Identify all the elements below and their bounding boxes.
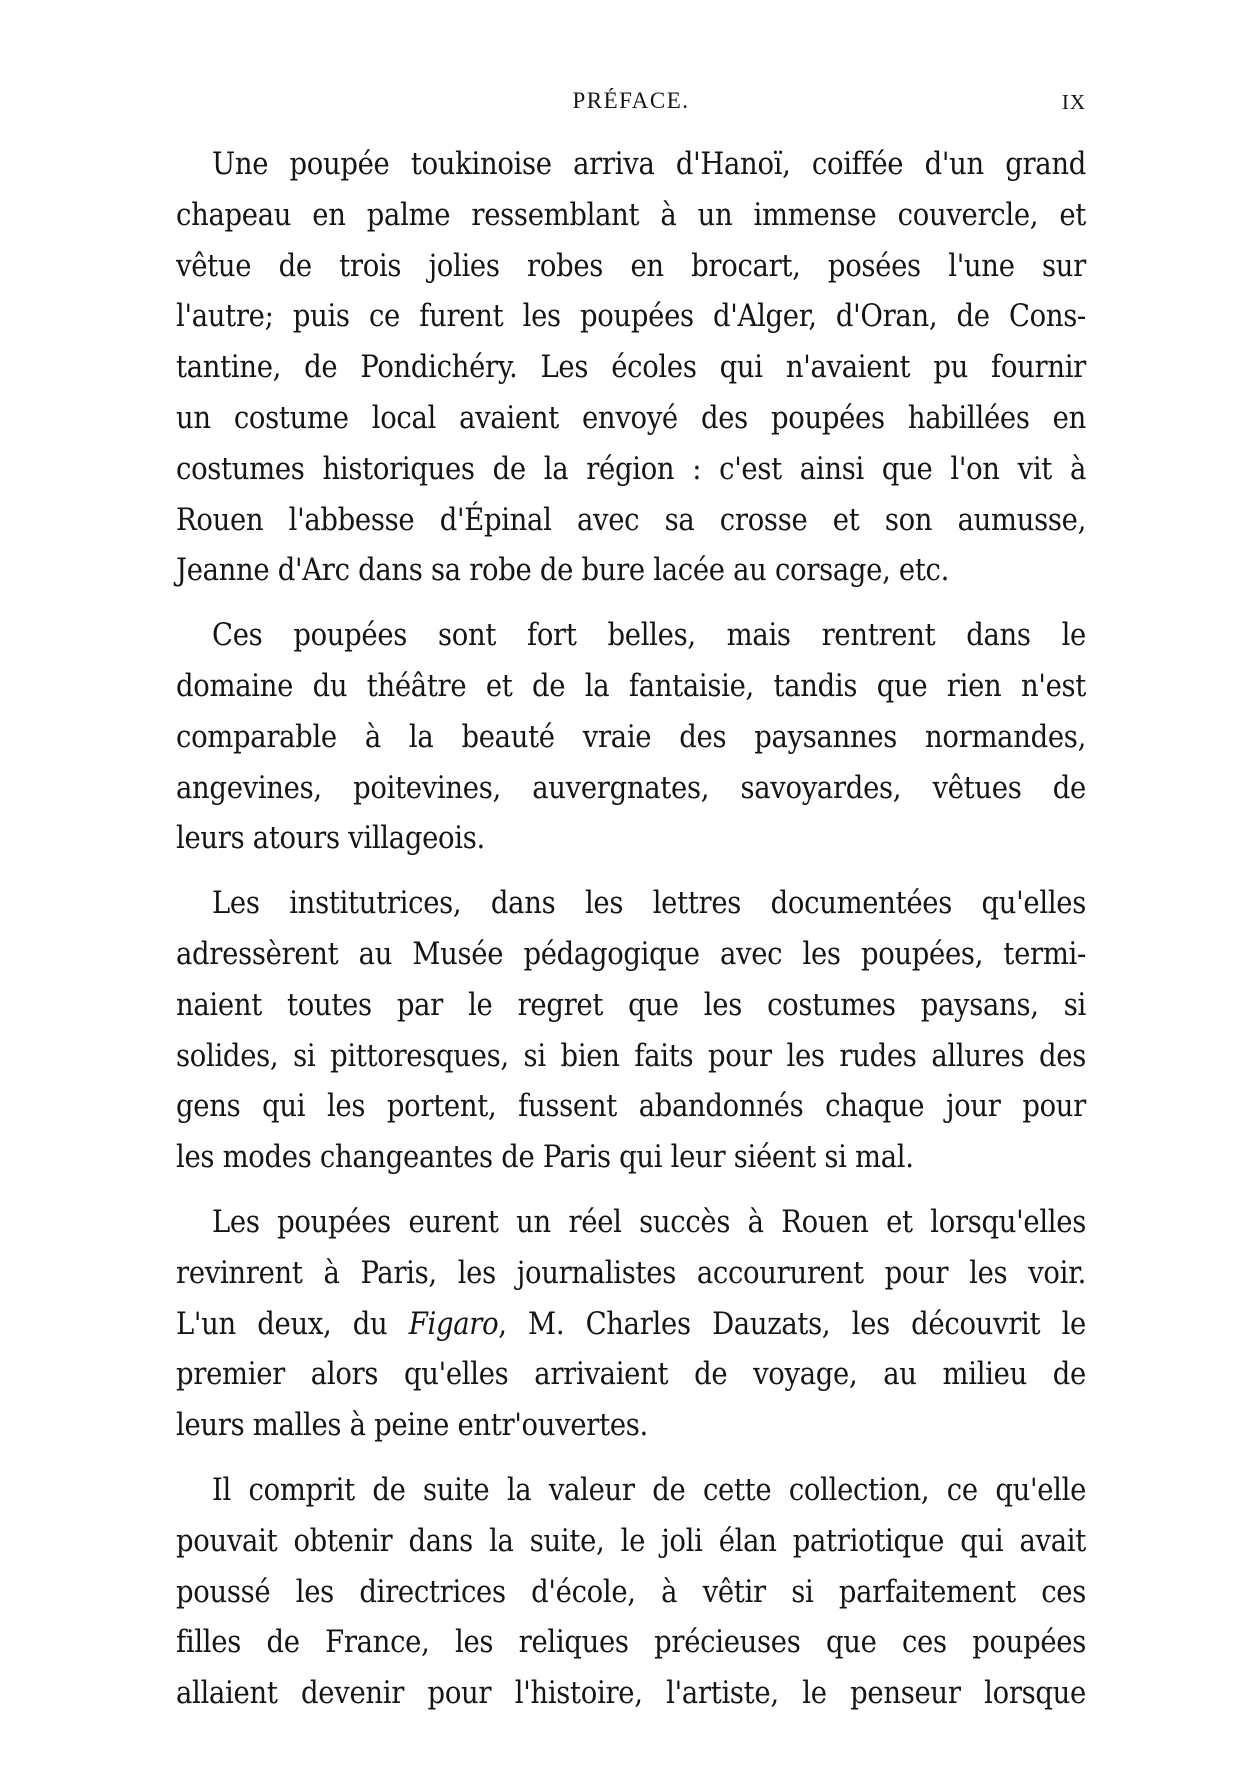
text-line: Il comprit de suite la valeur de cette collection, ce qu'elle: [212, 1472, 1086, 1508]
newspaper-title: Figaro: [408, 1306, 499, 1342]
text-line: tantine, de Pondichéry. Les écoles qui n'avaient pu fournir: [176, 350, 1086, 386]
text-line: l'autre; puis ce furent les poupées d'Alger, d'Oran, de Cons-: [176, 299, 1086, 335]
text-line: Une poupée toukinoise arriva d'Hanoï, coiffée d'un grand: [212, 147, 1086, 182]
paragraph-collection-value: [176, 1466, 1086, 1720]
text-line: premier alors qu'elles arrivaient de voyage, au milieu de: [176, 1357, 1086, 1393]
text-segment: , M. Charles Dauzats, les découvrit le: [498, 1306, 1086, 1342]
paragraph-dolls-from-colonies: [176, 140, 1086, 597]
text-line: [176, 1300, 1086, 1351]
text-line: comparable à la beauté vraie des paysannes normandes,: [176, 719, 1086, 755]
running-title: PRÉFACE.: [572, 88, 690, 113]
text-line: vêtue de trois jolies robes en brocart, posées l'une sur: [176, 248, 1086, 284]
text-line: gens qui les portent, fussent abandonnés chaque jour pour: [176, 1089, 1086, 1125]
paragraph-rouen-success: [176, 1198, 1086, 1452]
text-line: revinrent à Paris, les journalistes accoururent pour les voir.: [176, 1255, 1086, 1291]
text-line: filles de France, les reliques précieuses que ces poupées: [176, 1625, 1086, 1661]
text-segment: L'un deux, du: [176, 1306, 409, 1342]
text-line: costumes historiques de la région : c'est ainsi que l'on vit à: [176, 451, 1086, 487]
text-line: pouvait obtenir dans la suite, le joli élan patriotique qui avait: [176, 1523, 1086, 1559]
text-line: adressèrent au Musée pédagogique avec les poupées, termi-: [176, 936, 1086, 972]
text-line: Rouen l'abbesse d'Épinal avec sa crosse et son aumusse,: [176, 502, 1086, 538]
paragraph-peasant-beauty: [176, 611, 1086, 865]
text-line: Jeanne d'Arc dans sa robe de bure lacée au corsage, etc.: [176, 553, 950, 589]
text-line: domaine du théâtre et de la fantaisie, tandis que rien n'est: [176, 668, 1086, 704]
text-line: leurs atours villageois.: [176, 821, 485, 857]
text-line: angevines, poitevines, auvergnates, savoyardes, vêtues de: [176, 770, 1086, 806]
running-head: [176, 88, 1086, 124]
text-line: les modes changeantes de Paris qui leur siéent si mal.: [176, 1140, 914, 1176]
text-line: chapeau en palme ressemblant à un immense couvercle, et: [176, 197, 1086, 233]
text-line: allaient devenir pour l'histoire, l'artiste, le penseur lorsque: [176, 1676, 1086, 1712]
body-text: [176, 140, 1086, 1734]
text-line: Les poupées eurent un réel succès à Rouen et lorsqu'elles: [212, 1204, 1086, 1240]
text-line: poussé les directrices d'école, à vêtir si parfaitement ces: [176, 1574, 1086, 1610]
text-line: Ces poupées sont fort belles, mais rentrent dans le: [212, 618, 1086, 654]
text-line: solides, si pittoresques, si bien faits pour les rudes allures des: [176, 1038, 1086, 1074]
page-number: IX: [1061, 90, 1086, 114]
text-line: Les institutrices, dans les lettres documentées qu'elles: [212, 886, 1086, 922]
text-line: leurs malles à peine entr'ouvertes.: [176, 1408, 648, 1444]
text-line: un costume local avaient envoyé des poupées habillées en: [176, 400, 1086, 436]
paragraph-teachers-letters: [176, 879, 1086, 1184]
text-line: naient toutes par le regret que les costumes paysans, si: [176, 987, 1086, 1023]
